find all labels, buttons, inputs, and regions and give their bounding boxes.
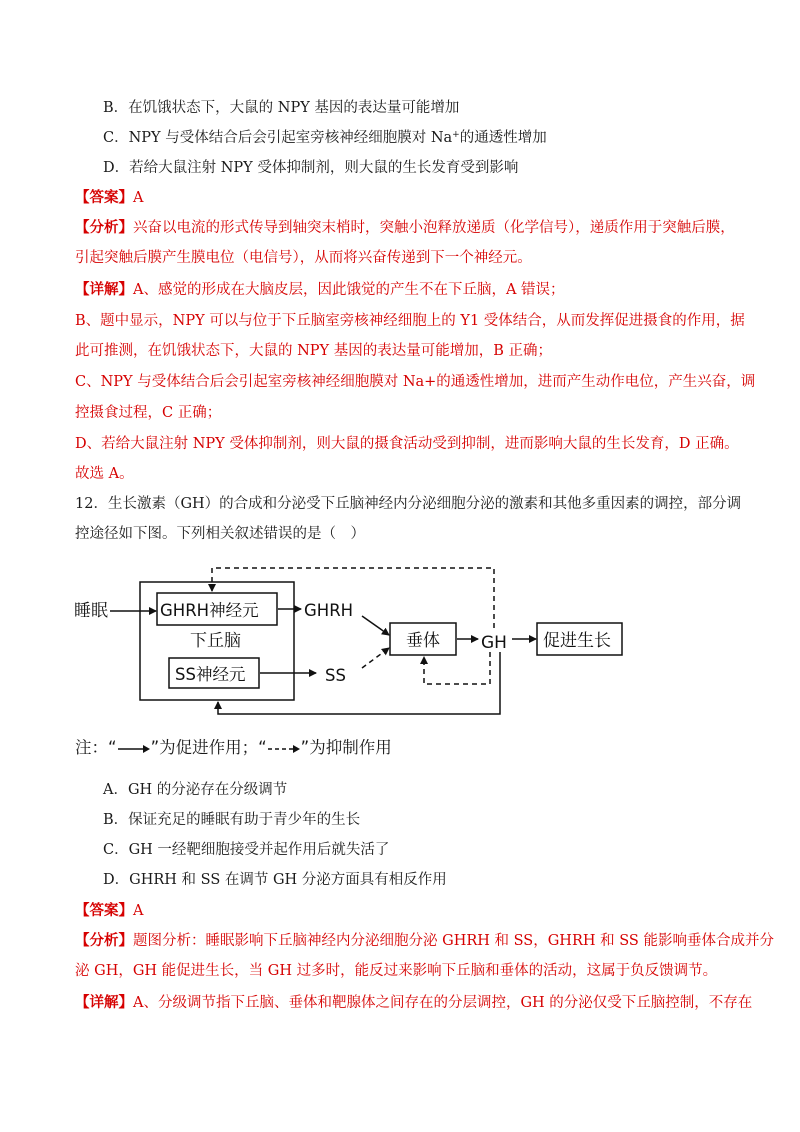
q11-detail-line-2: B、题中显示，NPY 可以与位于下丘脑室旁核神经细胞上的 Y1 受体结合，从而发挥促进摄食的作用，据 [75,313,745,329]
q12-option-d: D．GHRH 和 SS 在调节 GH 分泌方面具有相反作用 [103,872,447,888]
q11-detail-line-3: 此可推测，在饥饿状态下，大鼠的 NPY 基因的表达量可能增加，B 正确； [75,343,552,359]
detail-label: 【详解】 [75,281,133,298]
ss-label: SS [325,666,346,685]
answer-label: 【答案】 [75,189,133,206]
detail-text: A、分级调节指下丘脑、垂体和靶腺体之间存在的分层调控，GH 的分泌仅受下丘脑控制，不存在 [133,995,753,1011]
hypothalamus-label: 下丘脑 [190,631,241,651]
answer-value: A [133,190,144,206]
gh-regulation-diagram [72,560,632,726]
q11-option-d: D．若给大鼠注射 NPY 受体抑制剂，则大鼠的生长发育受到影响 [103,160,519,176]
q11-option-b: B．在饥饿状态下，大鼠的 NPY 基因的表达量可能增加 [103,100,460,116]
pituitary-label: 垂体 [406,631,440,651]
q12-stem-line-2: 控途径如下图。下列相关叙述错误的是（ ） [75,526,365,542]
answer-label: 【答案】 [75,902,133,919]
note-mid: ”为促进作用；“ [150,738,267,757]
analysis-label: 【分析】 [75,932,133,949]
q11-detail-line-4: C、NPY 与受体结合后会引起室旁核神经细胞膜对 Na+的通透性增加，进而产生动作电位，产生兴奋，调 [75,374,756,390]
ss-neuron-label: SS神经元 [175,665,246,684]
q11-detail-line-7: 故选 A。 [75,466,134,482]
ghrh-to-pituitary-arrow [362,616,389,635]
q12-detail-line-1 [75,993,753,1013]
sleep-label: 睡眠 [74,601,108,621]
q11-option-c [103,128,738,148]
q11-detail-line-1 [75,280,738,300]
q11-detail-line-6: D、若给大鼠注射 NPY 受体抑制剂，则大鼠的摄食活动受到抑制，进而影响大鼠的生长发育，D 正确。 [75,436,739,452]
dashed-arrow-icon [267,744,301,754]
ghrh-label: GHRH [304,601,354,620]
q12-stem-line-1: 12．生长激素（GH）的合成和分泌受下丘脑神经内分泌细胞分泌的激素和其他多重因素的调控，部分调 [75,496,742,512]
solid-arrow-icon [117,744,151,754]
q11-answer [75,188,738,208]
analysis-label: 【分析】 [75,219,133,236]
ghrh-neuron-label: GHRH神经元 [160,601,259,620]
q12-option-a: A．GH 的分泌存在分级调节 [103,782,288,798]
q11-option-c-text-end: 的通透性增加 [459,130,547,146]
gh-to-pituitary-inhibit-arrow [424,652,490,684]
diagram-note [75,737,392,759]
growth-label: 促进生长 [543,631,611,651]
q12-option-b: B．保证充足的睡眠有助于青少年的生长 [103,812,361,828]
detail-label: 【详解】 [75,994,133,1011]
q12-answer [75,901,738,921]
gh-label: GH [481,633,507,653]
q11-analysis-line-2: 引起突触后膜产生膜电位（电信号），从而将兴奋传递到下一个神经元。 [75,250,532,266]
note-suffix: ”为抑制作用 [300,738,392,757]
answer-value: A [133,903,144,919]
q11-option-c-superscript: + [452,130,460,140]
q12-option-c: C．GH 一经靶细胞接受并起作用后就失活了 [103,842,390,858]
q11-detail-line-5: 控摄食过程，C 正确； [75,405,222,421]
detail-text: A、感觉的形成在大脑皮层，因此饿觉的产生不在下丘脑，A 错误； [133,282,565,298]
ss-to-pituitary-inhibit-arrow [362,648,389,668]
analysis-text: 题图分析：睡眠影响下丘脑神经内分泌细胞分泌 GHRH 和 SS，GHRH 和 SS 能影响垂体合成并分 [133,933,774,949]
q12-analysis-line-2: 泌 GH，GH 能促进生长，当 GH 过多时，能反过来影响下丘脑和垂体的活动，这属于负反馈调节。 [75,963,718,979]
note-prefix: 注：“ [75,738,117,757]
analysis-text: 兴奋以电流的形式传导到轴突末梢时，突触小泡释放递质（化学信号），递质作用于突触后膜， [133,220,735,236]
q11-analysis-line-1 [75,218,738,238]
q12-analysis-line-1 [75,931,774,951]
gh-to-hypothalamus-feedback-arrow [218,652,500,714]
q11-option-c-text: C．NPY 与受体结合后会引起室旁核神经细胞膜对 Na [103,130,453,146]
